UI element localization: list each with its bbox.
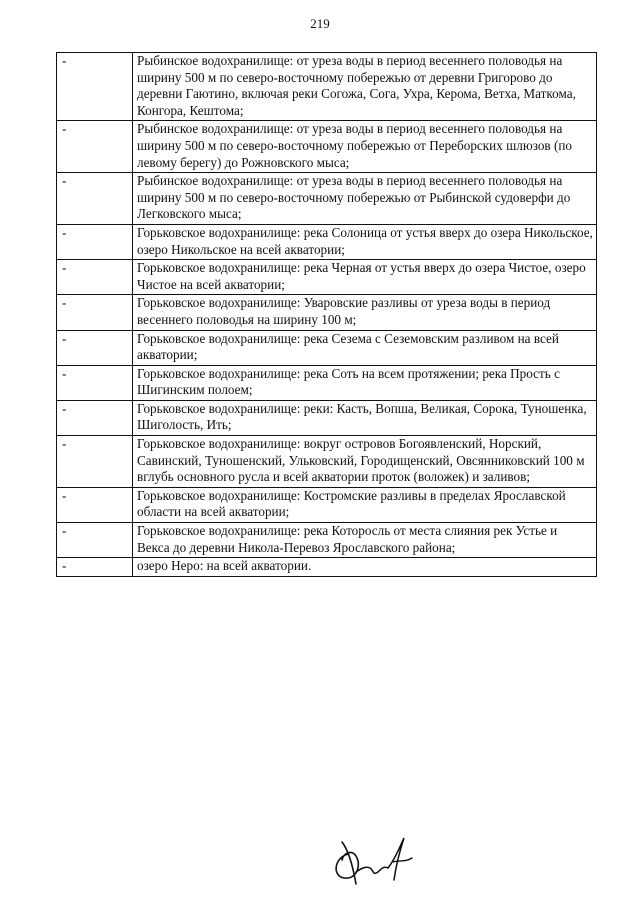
- signature-icon: [326, 832, 416, 888]
- row-marker: -: [57, 53, 133, 121]
- table-row: [57, 436, 597, 488]
- row-marker: -: [57, 173, 133, 225]
- table-row: [57, 260, 597, 295]
- row-text: Рыбинское водохранилище: от уреза воды в период весеннего половодья на ширину 500 м по северо-восточному побережью от Рыбинской судоверфи до Легковского мыса;: [133, 173, 597, 225]
- row-marker: -: [57, 400, 133, 435]
- row-marker: -: [57, 558, 133, 577]
- row-text: Горьковское водохранилище: Уваровские разливы от уреза воды в период весеннего половодья на ширину 100 м;: [133, 295, 597, 330]
- row-text: Горьковское водохранилище: вокруг островов Богоявленский, Норский, Савинский, Туношенский, Ульковский, Городищенский, Овсянниковский 100 м вглубь основного русла и всей акватории проток (воложек) и заливов;: [133, 436, 597, 488]
- row-marker: -: [57, 436, 133, 488]
- row-marker: -: [57, 365, 133, 400]
- row-text: Горьковское водохранилище: река Соть на всем протяжении; река Прость с Шигинским полоем;: [133, 365, 597, 400]
- table-row: [57, 295, 597, 330]
- table-row: [57, 330, 597, 365]
- row-text: Горьковское водохранилище: река Черная от устья вверх до озера Чистое, озеро Чистое на всей акватории;: [133, 260, 597, 295]
- row-text: Горьковское водохранилище: реки: Касть, Вопша, Великая, Сорока, Туношенка, Шиголость, Ить;: [133, 400, 597, 435]
- table-row: [57, 53, 597, 121]
- row-marker: -: [57, 121, 133, 173]
- page-number: 219: [310, 16, 330, 31]
- row-text: Рыбинское водохранилище: от уреза воды в период весеннего половодья на ширину 500 м по северо-восточному побережью от Переборских шлюзов (по левому берегу) до Рожновского мыса;: [133, 121, 597, 173]
- table-row: [57, 365, 597, 400]
- row-text: Горьковское водохранилище: река Сезема с Сеземовским разливом на всей акватории;: [133, 330, 597, 365]
- table-row: [57, 173, 597, 225]
- row-marker: -: [57, 224, 133, 259]
- row-text: Горьковское водохранилище: река Которосль от места слияния рек Устье и Векса до деревни Никола-Перевоз Ярославского района;: [133, 523, 597, 558]
- table-row: [57, 121, 597, 173]
- row-marker: -: [57, 330, 133, 365]
- row-text: Горьковское водохранилище: Костромские разливы в пределах Ярославской области на всей акватории;: [133, 487, 597, 522]
- table-row: [57, 558, 597, 577]
- table-row: [57, 400, 597, 435]
- row-text: Горьковское водохранилище: река Солоница от устья вверх до озера Никольское, озеро Никольское на всей акватории;: [133, 224, 597, 259]
- row-text: Рыбинское водохранилище: от уреза воды в период весеннего половодья на ширину 500 м по северо-восточному побережью от деревни Григорово до деревни Гаютино, включая реки Согожа, Сога, Ухра, Керома, Ветха, Маткома, Конгора, Кештома;: [133, 53, 597, 121]
- table-row: [57, 523, 597, 558]
- row-marker: -: [57, 487, 133, 522]
- row-marker: -: [57, 260, 133, 295]
- row-marker: -: [57, 295, 133, 330]
- table-row: [57, 224, 597, 259]
- regulation-table: [56, 52, 597, 577]
- row-text: озеро Неро: на всей акватории.: [133, 558, 597, 577]
- table-row: [57, 487, 597, 522]
- row-marker: -: [57, 523, 133, 558]
